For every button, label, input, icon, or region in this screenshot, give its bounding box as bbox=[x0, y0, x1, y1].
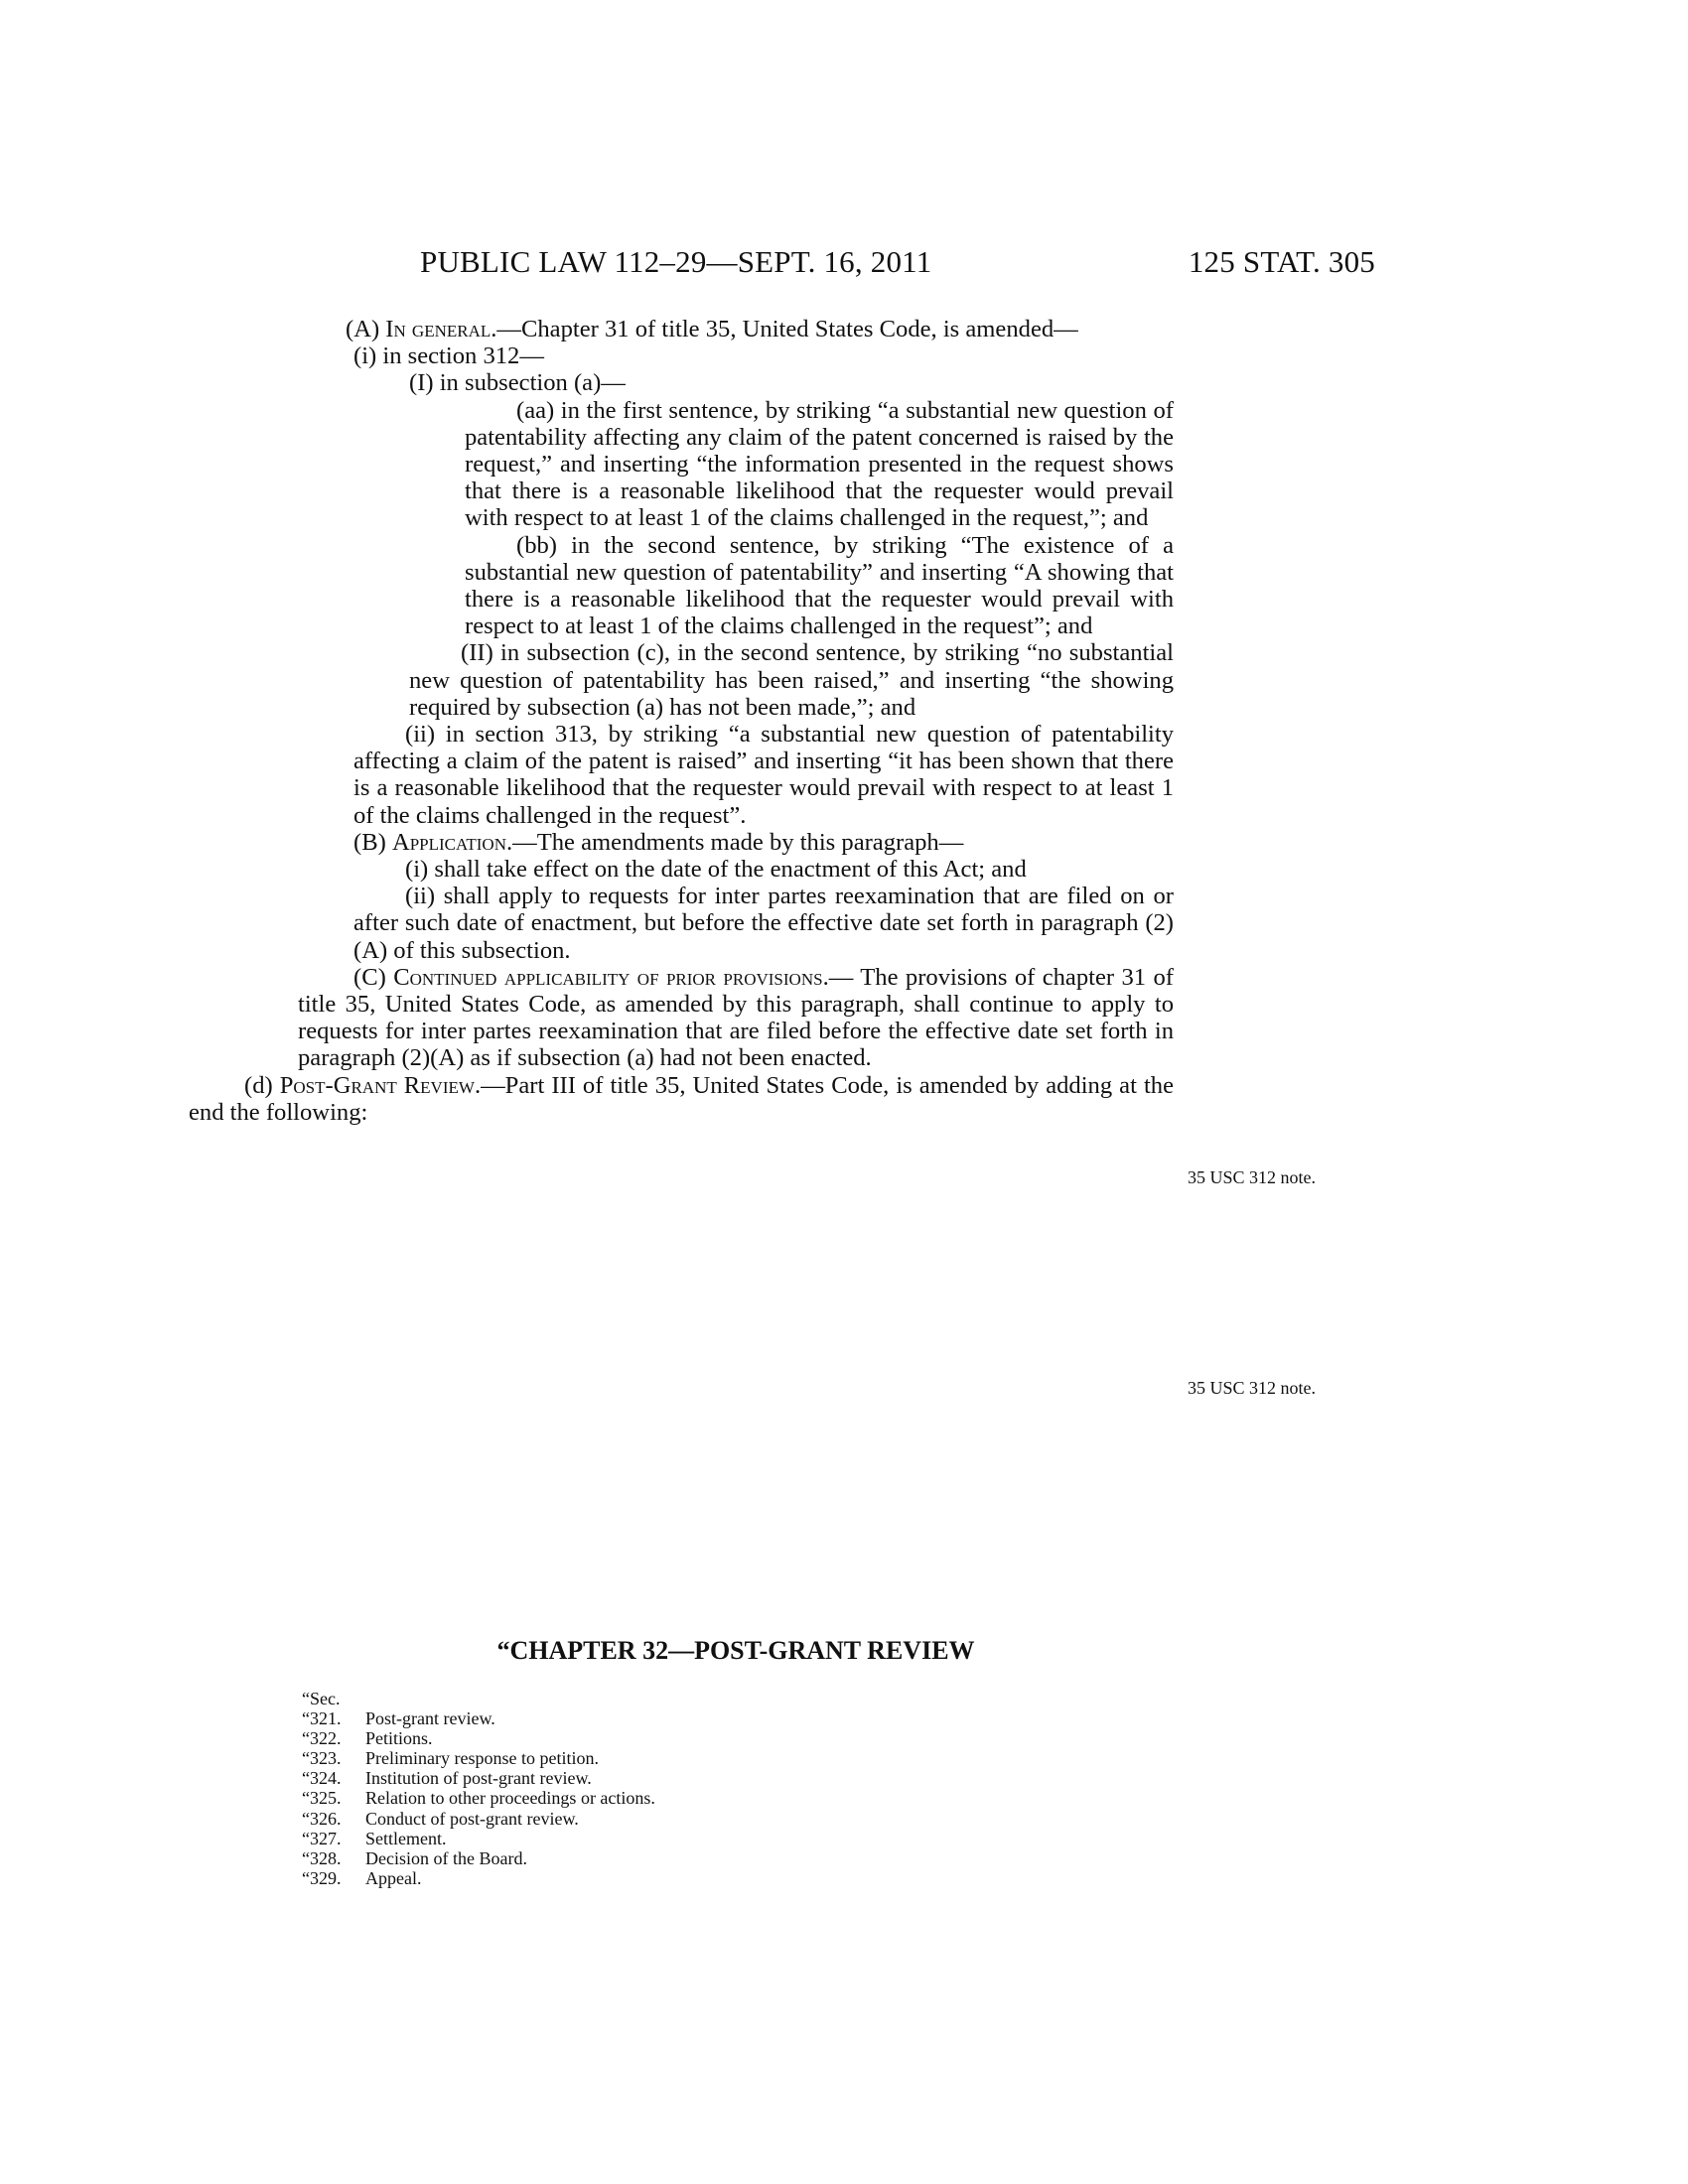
toc-section-title: Relation to other proceedings or actions. bbox=[365, 1788, 655, 1809]
statute-paragraph: (C) Continued applicability of prior provisions.— The provisions of chapter 31 of title 35, United States Code, as amended by this paragraph, shall continue to apply to requests for inter partes reexamination that are filed before the effective date set forth in paragraph (2)(A) as if subsection (a) had not been enacted. bbox=[298, 963, 1174, 1072]
toc-section-title: Appeal. bbox=[365, 1867, 422, 1888]
statute-paragraph: (d) Post-Grant Review.—Part III of title 35, United States Code, is amended by adding at the end the following: bbox=[189, 1071, 1175, 1126]
statute-paragraph: (bb) in the second sentence, by striking “The existence of a substantial new question of patentability” and inserting “A showing that there is a reasonable likelihood that the requester would prevail with respect to at least 1 of the claims challenged in the request”; and bbox=[465, 531, 1174, 640]
paragraph-heading: In general bbox=[385, 316, 492, 342]
margin-note-application: 35 USC 312 note. bbox=[1188, 1167, 1317, 1187]
toc-item bbox=[302, 1829, 655, 1848]
statute-paragraph: (ii) shall apply to requests for inter partes reexamination that are filed on or after such date of enactment, but before the effective date set forth in paragraph (2)(A) of this subsection. bbox=[353, 883, 1174, 964]
toc-section-number: “329. bbox=[302, 1867, 342, 1888]
toc-section-number: “323. bbox=[302, 1748, 342, 1769]
running-header-left: PUBLIC LAW 112–29—SEPT. 16, 2011 bbox=[420, 244, 932, 279]
toc-section-number: “322. bbox=[302, 1728, 342, 1749]
statute-paragraph: (B) Application.—The amendments made by this paragraph— bbox=[353, 828, 964, 856]
toc-section-number: “327. bbox=[302, 1828, 342, 1848]
toc-section-title: Petitions. bbox=[365, 1728, 433, 1749]
statute-paragraph: (I) in subsection (a)— bbox=[409, 369, 626, 397]
statute-paragraph: (i) shall take effect on the date of the enactment of this Act; and bbox=[405, 856, 1027, 884]
toc-item bbox=[302, 1748, 655, 1768]
toc-section-number: “326. bbox=[302, 1808, 342, 1829]
statute-paragraph: (ii) in section 313, by striking “a substantial new question of patentability affecting a claim of the patent is raised” and inserting “it has been shown that there is a reasonable likelihood that the requester would prevail with respect to at least 1 of the claims challenged in the request”. bbox=[353, 721, 1174, 829]
toc-section-number: “321. bbox=[302, 1708, 342, 1729]
toc-item bbox=[302, 1728, 655, 1748]
toc-section-number: “324. bbox=[302, 1768, 342, 1789]
statute-paragraph: (i) in section 312— bbox=[353, 342, 544, 370]
toc-section-title: Post-grant review. bbox=[365, 1708, 495, 1729]
statute-paragraph: (aa) in the first sentence, by striking “a substantial new question of patentability affecting any claim of the patent concerned is raised by the request,” and inserting “the information presented in the request shows that there is a reasonable likelihood that the requester would prevail with respect to at least 1 of the claims challenged in the request,”; and bbox=[465, 396, 1174, 532]
toc-section-title: Settlement. bbox=[365, 1828, 447, 1848]
toc-section-title: Conduct of post-grant review. bbox=[365, 1808, 579, 1829]
margin-note-prior-provisions: 35 USC 312 note. bbox=[1188, 1378, 1317, 1398]
toc-item bbox=[302, 1809, 655, 1829]
toc-section-title: Institution of post-grant review. bbox=[365, 1768, 592, 1789]
paragraph-heading: Continued applicability of prior provisions bbox=[393, 963, 823, 991]
paragraph-heading: Application bbox=[391, 828, 506, 856]
toc-heading: “Sec. bbox=[302, 1689, 341, 1708]
statute-paragraph: (A) In general.—Chapter 31 of title 35, United States Code, is amended— bbox=[346, 316, 1078, 342]
toc-item bbox=[302, 1848, 655, 1868]
toc-item bbox=[302, 1868, 655, 1888]
toc-section-title: Preliminary response to petition. bbox=[365, 1748, 599, 1769]
toc-item bbox=[302, 1768, 655, 1788]
toc-item bbox=[302, 1788, 655, 1808]
statute-paragraph: (II) in subsection (c), in the second sentence, by striking “no substantial new question of patentability has been raised,” and inserting “the showing required by subsection (a) has not been made,”; and bbox=[409, 639, 1174, 721]
toc-section-title: Decision of the Board. bbox=[365, 1847, 527, 1868]
toc-section-number: “328. bbox=[302, 1847, 342, 1868]
statute-body bbox=[189, 316, 1175, 1126]
section-table-of-contents bbox=[302, 1689, 655, 1888]
toc-section-number: “325. bbox=[302, 1788, 342, 1809]
chapter-heading: “CHAPTER 32—POST-GRANT REVIEW bbox=[496, 1636, 975, 1665]
paragraph-heading: Post-Grant Review bbox=[279, 1071, 475, 1099]
toc-item bbox=[302, 1708, 655, 1728]
running-header-right: 125 STAT. 305 bbox=[1188, 244, 1375, 279]
